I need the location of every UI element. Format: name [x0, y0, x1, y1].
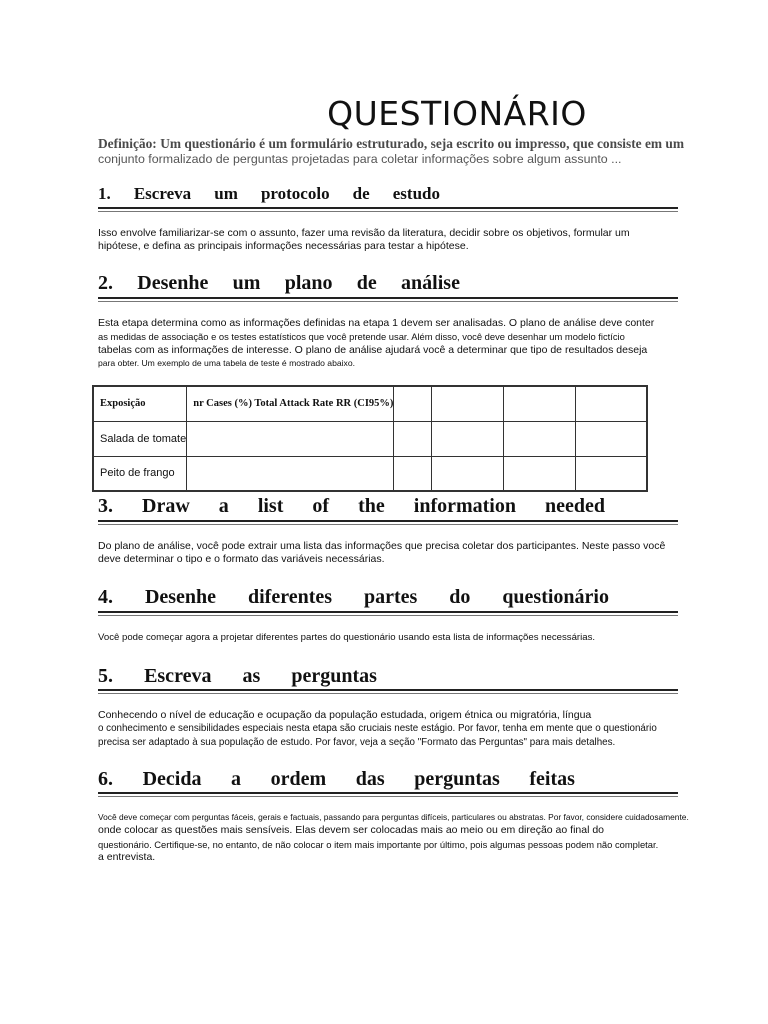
- paragraph-line: onde colocar as questões mais sensíveis. Elas devem ser colocadas mais ao meio ou em direção ao final do: [98, 824, 605, 837]
- section-rule: [98, 792, 678, 797]
- table-cell: [394, 421, 432, 456]
- table-row: [93, 421, 647, 456]
- section-rule: [98, 297, 678, 302]
- paragraph-line: hipótese, e defina as principais informações necessárias para testar a hipótese.: [98, 240, 469, 253]
- heading-word: de: [352, 184, 370, 203]
- definition-rest: conjunto formalizado de perguntas projetadas para coletar informações sobre algum assunto ...: [98, 152, 622, 166]
- step-3-heading: [98, 492, 605, 518]
- heading-word: de: [356, 272, 377, 294]
- table-cell: [576, 421, 647, 456]
- paragraph-line: o conhecimento e sensibilidades especiais nesta etapa são cruciais neste estágio. Por favor, tenha em mente que o questionário: [98, 723, 657, 735]
- step-6-paragraph: [98, 811, 708, 864]
- heading-word: Draw: [142, 495, 190, 517]
- heading-word: das: [355, 768, 385, 790]
- heading-word: diferentes: [247, 586, 333, 608]
- step-1-paragraph: [98, 227, 708, 254]
- heading-word: a: [231, 768, 242, 790]
- definition-bold-text: Um questionário é um formulário estruturado, seja escrito ou impresso, que consiste em um: [160, 136, 685, 151]
- heading-word: do: [449, 586, 471, 608]
- heading-word: perguntas: [414, 768, 500, 790]
- heading-word: information: [413, 495, 516, 517]
- step-number: 5.: [98, 665, 113, 687]
- heading-word: feitas: [529, 768, 575, 790]
- paragraph-line: para obter. Um exemplo de uma tabela de teste é mostrado abaixo.: [98, 357, 356, 368]
- table-header-row: [93, 386, 647, 421]
- paragraph-line: deve determinar o tipo e o formato das variáveis necessárias.: [98, 553, 385, 566]
- step-5-heading: [98, 662, 377, 688]
- dummy-table: [92, 385, 648, 492]
- table-header-cell: [432, 386, 504, 421]
- step-2-paragraph: [98, 317, 708, 370]
- heading-word: ordem: [270, 768, 327, 790]
- paragraph-line: a entrevista.: [98, 850, 156, 863]
- heading-word: as: [242, 665, 261, 687]
- heading-word: Decida: [142, 768, 202, 790]
- table-row: [93, 456, 647, 491]
- heading-word: partes: [363, 586, 418, 608]
- heading-word: Desenhe: [137, 272, 209, 294]
- table-cell: [394, 456, 432, 491]
- paragraph-line: as medidas de associação e os testes estatísticos que você pretende usar. Além disso, você deve desenhar um modelo fictício: [98, 331, 625, 343]
- heading-word: plano: [284, 272, 333, 294]
- step-5-paragraph: [98, 709, 708, 749]
- step-4-paragraph: [98, 631, 708, 644]
- table-cell: Peito de frango: [93, 456, 187, 491]
- document-title: QUESTIONÁRIO: [327, 94, 587, 133]
- step-number: 4.: [98, 586, 113, 608]
- paragraph-line: precisa ser adaptado à sua população de estudo. Por favor, veja a seção "Formato das Perguntas" para mais detalhes.: [98, 736, 616, 748]
- step-1-heading: [98, 178, 440, 204]
- step-number: 1.: [98, 184, 111, 203]
- section-rule: [98, 611, 678, 616]
- table-cell: [504, 456, 576, 491]
- step-4-heading: [98, 583, 609, 609]
- table-cell: [187, 421, 394, 456]
- heading-word: questionário: [502, 586, 609, 608]
- table-header-cell: [394, 386, 432, 421]
- step-number: 2.: [98, 272, 113, 294]
- paragraph-line: Isso envolve familiarizar-se com o assunto, fazer uma revisão da literatura, decidir sobre os objetivos, formular um: [98, 227, 630, 239]
- heading-word: estudo: [392, 184, 440, 203]
- table-header-cell: [504, 386, 576, 421]
- paragraph-line: questionário. Certifique-se, no entanto, de não colocar o item mais importante por último, pois algumas pessoas podem não completar.: [98, 838, 659, 850]
- heading-word: list: [257, 495, 284, 517]
- table-cell: [576, 456, 647, 491]
- paragraph-line: Você deve começar com perguntas fáceis, gerais e factuais, passando para perguntas difíceis, particulares ou abstratas. Por favor, considere cuidadosamente.: [98, 812, 689, 822]
- paragraph-line: Esta etapa determina como as informações definidas na etapa 1 devem ser analisadas. O plano de análise deve conter: [98, 317, 655, 329]
- table-header-cell: nr Cases (%) Total Attack Rate RR (CI95%): [187, 386, 394, 421]
- table-cell: [432, 456, 504, 491]
- table-cell: [504, 421, 576, 456]
- step-3-paragraph: [98, 540, 708, 567]
- paragraph-line: Do plano de análise, você pode extrair uma lista das informações que precisa coletar dos participantes. Neste passo você: [98, 540, 666, 552]
- paragraph-line: tabelas com as informações de interesse. O plano de análise ajudará você a determinar que tipo de resultados deseja: [98, 343, 648, 356]
- heading-word: the: [358, 495, 385, 517]
- heading-word: needed: [545, 495, 605, 517]
- step-2-heading: [98, 269, 460, 295]
- table-header-cell: Exposição: [93, 386, 187, 421]
- paragraph-line: Você pode começar agora a projetar diferentes partes do questionário usando esta lista de informações necessárias.: [98, 632, 596, 643]
- heading-word: of: [312, 495, 330, 517]
- section-rule: [98, 689, 678, 694]
- heading-word: a: [218, 495, 229, 517]
- section-rule: [98, 207, 678, 212]
- paragraph-line: Conhecendo o nível de educação e ocupação da população estudada, origem étnica ou migratória, língua: [98, 709, 592, 721]
- step-number: 3.: [98, 495, 113, 517]
- definition-paragraph: [98, 136, 708, 167]
- heading-word: Escreva: [144, 665, 212, 687]
- heading-word: Desenhe: [144, 586, 217, 608]
- heading-word: um: [232, 272, 261, 294]
- step-number: 6.: [98, 768, 113, 790]
- step-6-heading: [98, 765, 575, 791]
- table-cell: [432, 421, 504, 456]
- definition-label: Definição:: [98, 136, 157, 151]
- table-header-cell: [576, 386, 647, 421]
- section-rule: [98, 520, 678, 525]
- table-cell: Salada de tomate: [93, 421, 187, 456]
- table-cell: [187, 456, 394, 491]
- heading-word: Escreva: [133, 184, 192, 203]
- heading-word: análise: [401, 272, 460, 294]
- heading-word: protocolo: [260, 184, 330, 203]
- heading-word: perguntas: [291, 665, 377, 687]
- heading-word: um: [214, 184, 238, 203]
